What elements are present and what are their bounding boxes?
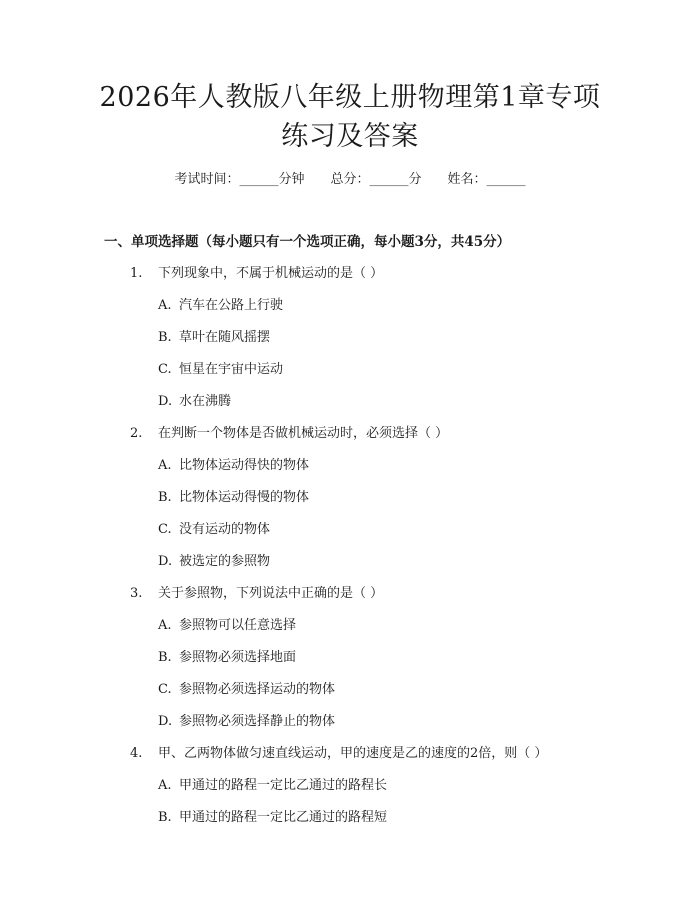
question-2-option-b	[158, 486, 309, 505]
question-1-option-b	[158, 326, 270, 345]
option-text: 比物体运动得快的物体	[179, 458, 310, 473]
question-2-option-c	[158, 518, 270, 537]
option-letter: B.	[158, 490, 172, 505]
option-letter: A.	[158, 458, 172, 473]
question-number: 4.	[130, 746, 143, 761]
option-text: 参照物必须选择静止的物体	[179, 714, 336, 729]
exam-info-line	[0, 168, 700, 187]
option-text: 参照物必须选择地面	[179, 650, 297, 665]
question-text: 下列现象中，不属于机械运动的是（ ）	[158, 266, 384, 281]
option-text: 甲通过的路程一定比乙通过的路程短	[179, 810, 388, 825]
option-letter: D.	[158, 714, 173, 729]
option-letter: B.	[158, 330, 172, 345]
question-2-option-a	[158, 454, 309, 473]
document-title: 2026年人教版八年级上册物理第1章专项练习及答案	[99, 82, 601, 152]
option-text: 水在沸腾	[179, 394, 232, 409]
option-letter: A.	[158, 298, 172, 313]
question-text: 甲、乙两物体做匀速直线运动，甲的速度是乙的速度的2倍，则（ ）	[158, 746, 548, 761]
question-4-option-b	[158, 806, 387, 825]
option-letter: A.	[158, 618, 172, 633]
question-number: 3.	[130, 586, 143, 601]
question-4-option-a	[158, 774, 387, 793]
option-letter: D.	[158, 554, 173, 569]
exam-time-field: 考试时间：______分钟	[174, 172, 305, 187]
total-score-field: 总分：______分	[330, 172, 422, 187]
option-text: 草叶在随风摇摆	[179, 330, 271, 345]
option-letter: A.	[158, 778, 172, 793]
option-text: 汽车在公路上行驶	[179, 298, 284, 313]
question-2	[130, 422, 448, 441]
question-3	[130, 582, 383, 601]
option-text: 没有运动的物体	[179, 522, 271, 537]
option-letter: C.	[158, 522, 172, 537]
question-text: 在判断一个物体是否做机械运动时，必须选择（ ）	[158, 426, 449, 441]
question-text: 关于参照物，下列说法中正确的是（ ）	[158, 586, 384, 601]
question-number: 2.	[130, 426, 143, 441]
question-3-option-c	[158, 678, 335, 697]
question-1-option-d	[158, 390, 231, 409]
option-letter: D.	[158, 394, 173, 409]
option-text: 甲通过的路程一定比乙通过的路程长	[179, 778, 388, 793]
option-text: 参照物必须选择运动的物体	[179, 682, 336, 697]
question-3-option-a	[158, 614, 296, 633]
option-text: 参照物可以任意选择	[179, 618, 297, 633]
section-heading-single-choice: 一、单项选择题（每小题只有一个选项正确，每小题3分，共45分）	[104, 234, 511, 250]
question-3-option-b	[158, 646, 296, 665]
option-letter: C.	[158, 682, 172, 697]
option-text: 比物体运动得慢的物体	[179, 490, 310, 505]
option-text: 恒星在宇宙中运动	[179, 362, 284, 377]
question-1-option-a	[158, 294, 283, 313]
question-1-option-c	[158, 358, 283, 377]
option-letter: B.	[158, 810, 172, 825]
question-2-option-d	[158, 550, 270, 569]
option-text: 被选定的参照物	[179, 554, 271, 569]
question-1	[130, 262, 383, 281]
question-3-option-d	[158, 710, 335, 729]
question-4	[130, 742, 547, 761]
student-name-field: 姓名：______	[447, 172, 526, 187]
option-letter: C.	[158, 362, 172, 377]
option-letter: B.	[158, 650, 172, 665]
question-number: 1.	[130, 266, 143, 281]
